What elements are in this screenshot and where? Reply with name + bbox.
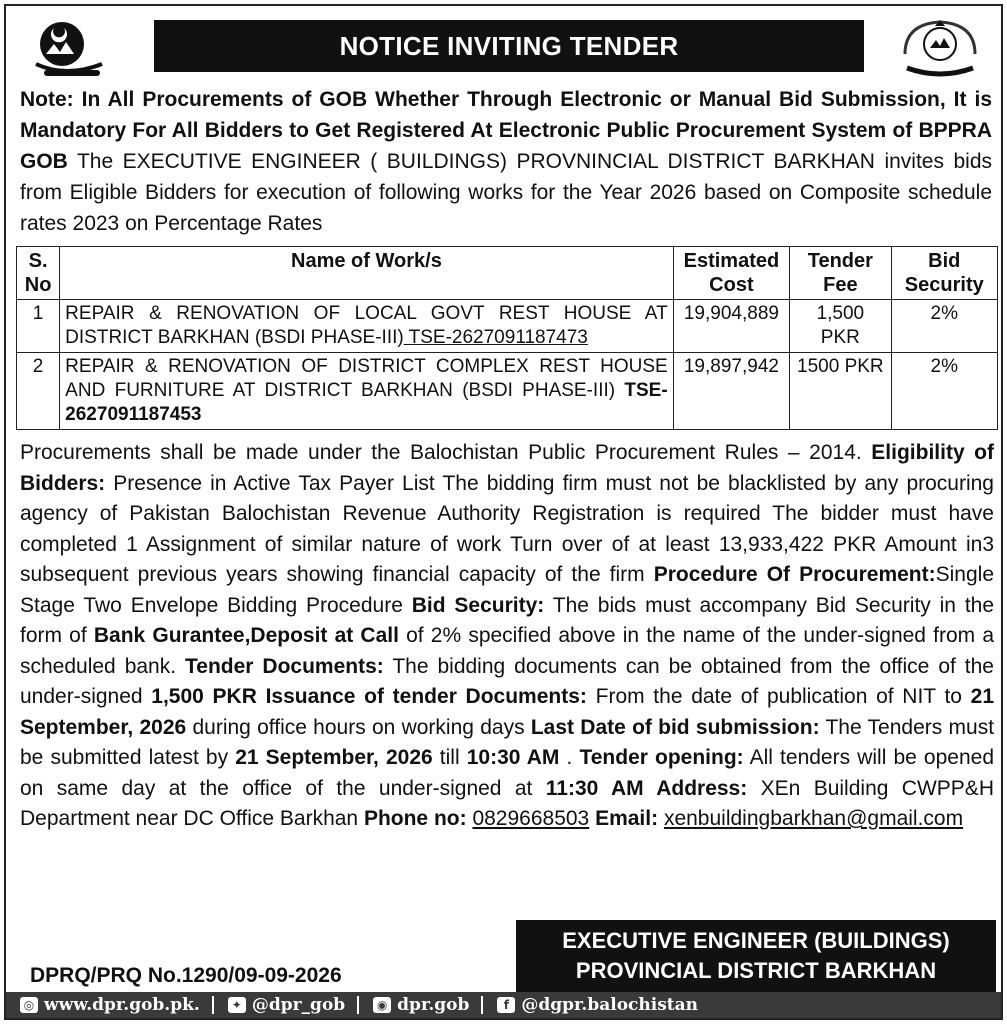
submission-time: 10:30 AM: [466, 746, 560, 769]
divider: [212, 996, 214, 1014]
submission-date: 21 September, 2026: [235, 746, 433, 769]
signature-block: [516, 920, 996, 992]
opening-heading: Tender opening:: [579, 746, 744, 769]
page-title: NOTICE INVITING TENDER: [154, 20, 864, 72]
registration-note: Note: In All Procurements of GOB Whether Through Electronic or Manual Bid Submission, It is Mandatory For All Bidders to Get Registered At Electronic Public Procurement System of BPPRA GOB: [20, 88, 992, 173]
last-date-heading: Last Date of bid submission:: [530, 715, 820, 739]
tse-id: TSE-2627091187453: [65, 380, 668, 425]
instagram-label: dpr.gob: [397, 995, 470, 1015]
row-sn: 1: [17, 300, 60, 353]
footer-twitter[interactable]: [228, 995, 345, 1015]
phone-link[interactable]: 0829668503: [472, 807, 590, 830]
globe-icon: ◎: [20, 997, 38, 1013]
work-name: REPAIR & RENOVATION OF DISTRICT COMPLEX REST HOUSE AND FURNITURE AT DISTRICT BARKHAN (BSDI PHASE-III): [65, 356, 668, 401]
header-cost: Estimated Cost: [673, 247, 789, 300]
body-text: Single Stage Two Envelope Bidding Procedure: [20, 563, 995, 617]
body-text: From the date of publication of NIT to: [586, 685, 971, 708]
body-text: All tenders will be opened on same day at the office of the under-signed at: [20, 746, 994, 800]
govt-logo-left-icon: [24, 14, 114, 84]
intro-paragraph: [20, 84, 992, 239]
eligibility-heading: Eligibility of Bidders:: [20, 441, 994, 495]
twitter-label: @dpr_gob: [251, 995, 346, 1015]
works-table: [16, 246, 998, 430]
body-text: Presence in Active Tax Payer List The bidding firm must not be blacklisted by any procuring agency of Pakistan Balochistan Revenue Authority Registration is required The bidder must have completed 1 Assignment of similar nature of work Turn over of at least 13,933,422 PKR Amount in3 subsequent previous years showing financial capacity of the firm: [20, 471, 994, 586]
table-header-row: [17, 247, 998, 300]
prq-number: DPRQ/PRQ No.1290/09-09-2026: [30, 964, 342, 987]
footer-facebook[interactable]: [497, 995, 698, 1015]
divider: [357, 996, 359, 1014]
email-label: Email:: [595, 807, 659, 830]
body-text: The bidding documents can be obtained from the office of the under-signed: [20, 654, 994, 708]
table-row: [17, 353, 998, 430]
work-name: REPAIR & RENOVATION OF LOCAL GOVT REST HOUSE AT DISTRICT BARKHAN (BSDI PHASE-III): [65, 303, 668, 348]
header-fee: Tender Fee: [790, 247, 891, 300]
row-fee: 1500 PKR: [790, 353, 891, 430]
signature-office: PROVINCIAL DISTRICT BARKHAN: [575, 958, 937, 983]
phone-label: Phone no:: [363, 807, 467, 830]
body-text: .: [559, 746, 580, 769]
footer-website[interactable]: [20, 995, 200, 1015]
row-fee: 1,500 PKR: [790, 300, 891, 353]
signature-title: EXECUTIVE ENGINEER (BUILDINGS): [562, 928, 950, 953]
body-text: Procurements shall be made under the Balochistan Public Procurement Rules – 2014.: [20, 441, 872, 464]
footer-instagram[interactable]: [373, 995, 469, 1015]
facebook-label: @dgpr.balochistan: [521, 995, 699, 1015]
govt-logo-right-icon: [895, 14, 985, 84]
row-security: 2%: [891, 353, 997, 430]
row-name: [60, 300, 674, 353]
procedure-heading: Procedure Of Procurement:: [653, 563, 936, 586]
row-name: [60, 353, 674, 430]
body-text: XEn Building CWPP&H Department near DC Office Barkhan: [20, 776, 994, 830]
security-form: Bank Gurantee,Deposit at Call: [93, 624, 399, 647]
divider: [481, 996, 483, 1014]
instagram-icon: ◉: [373, 997, 391, 1013]
row-cost: 19,897,942: [673, 353, 789, 430]
email-link[interactable]: xenbuildingbarkhan@gmail.com: [663, 807, 964, 830]
issuance-date: 21 September, 2026: [20, 685, 995, 739]
row-cost: 19,904,889: [673, 300, 789, 353]
facebook-icon: f: [497, 997, 515, 1013]
footer-bar: [6, 992, 1001, 1018]
header-security: Bid Security: [891, 247, 997, 300]
issuance-heading: 1,500 PKR Issuance of tender Documents:: [151, 685, 587, 708]
bid-security-heading: Bid Security:: [411, 593, 545, 617]
twitter-icon: ✦: [228, 997, 246, 1013]
intro-text: The EXECUTIVE ENGINEER ( BUILDINGS) PROVNINCIAL DISTRICT BARKHAN invites bids from Eligible Bidders for execution of following works for the Year 2026 based on Composite schedule rates 2023 on Percentage Rates: [20, 150, 992, 235]
body-text: The bids must accompany Bid Security in the form of: [20, 593, 995, 647]
body-text: till: [432, 746, 467, 769]
terms-paragraph: [20, 438, 994, 835]
header-sn: S. No: [17, 247, 60, 300]
tender-notice: [4, 4, 1003, 1020]
body-text: of 2% specified above in the name of the under-signed from a scheduled bank.: [20, 624, 994, 678]
body-text: during office hours on working days: [186, 715, 531, 739]
opening-time-address: 11:30 AM Address:: [545, 776, 748, 800]
body-text: The Tenders must be submitted latest by: [20, 715, 995, 769]
header-name: Name of Work/s: [60, 247, 674, 300]
tse-id: TSE-2627091187473: [403, 327, 588, 348]
tender-documents-heading: Tender Documents:: [185, 654, 384, 678]
table-row: [17, 300, 998, 353]
website-label: www.dpr.gob.pk.: [44, 995, 200, 1015]
row-security: 2%: [891, 300, 997, 353]
row-sn: 2: [17, 353, 60, 430]
